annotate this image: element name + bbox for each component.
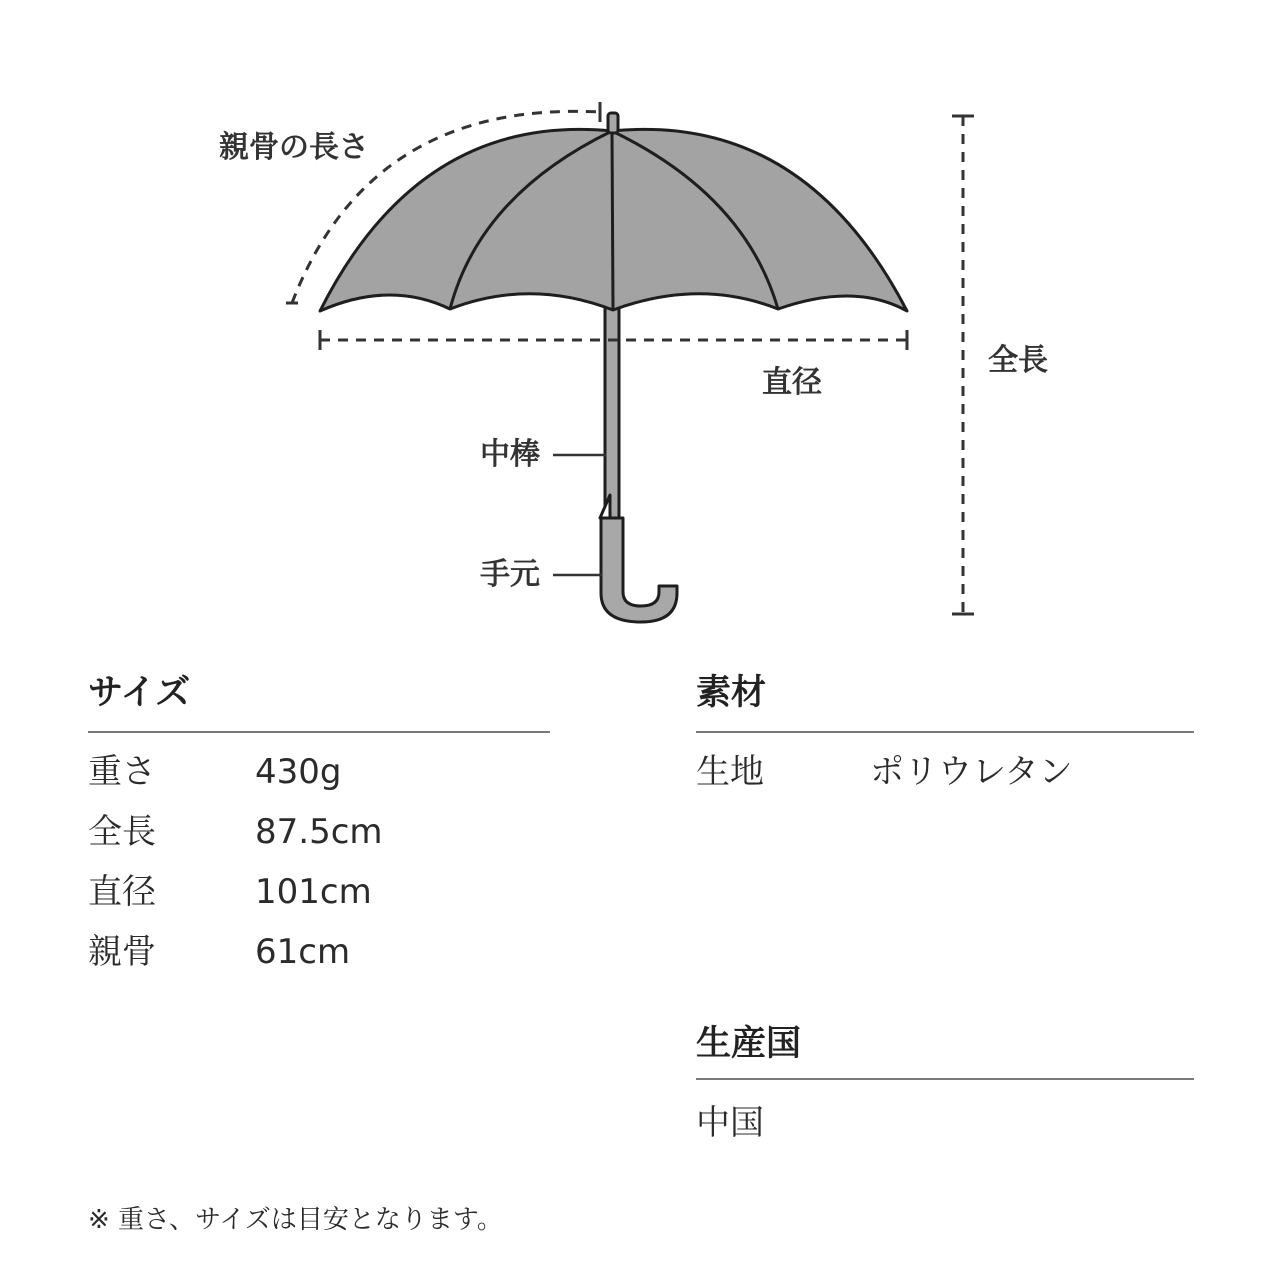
handle-label: 手元	[480, 557, 540, 592]
spec-key: 直径	[88, 872, 156, 912]
spec-key: 重さ	[88, 752, 156, 792]
spec-value: 87.5cm	[255, 812, 383, 852]
umbrella-tip	[608, 113, 618, 133]
shaft-body	[605, 305, 619, 520]
total-length-label: 全長	[988, 343, 1048, 378]
size-section-divider	[88, 731, 550, 733]
spec-key: 親骨	[88, 932, 156, 972]
footnote: ※ 重さ、サイズは目安となります。	[88, 1205, 503, 1235]
origin-value: 中国	[696, 1103, 764, 1143]
spec-key: 全長	[88, 812, 156, 852]
material-section-title: 素材	[696, 673, 767, 713]
origin-section-divider	[696, 1078, 1194, 1080]
shaft-label: 中棒	[480, 437, 540, 472]
origin-section-title: 生産国	[696, 1024, 802, 1064]
spec-value: 430g	[255, 752, 342, 792]
handle-crook	[601, 518, 677, 622]
material-section-divider	[696, 731, 1194, 733]
spec-value: 61cm	[255, 932, 351, 972]
material-section	[696, 673, 1194, 806]
size-section	[88, 673, 550, 976]
origin-section	[696, 1024, 1194, 1157]
spec-value: 101cm	[255, 872, 372, 912]
total-length-marker	[952, 116, 974, 614]
rib-length-label: 親骨の長さ	[219, 130, 369, 165]
spec-value: ポリウレタン	[870, 752, 1073, 792]
size-section-title: サイズ	[88, 673, 191, 713]
spec-key: 生地	[696, 752, 764, 792]
diameter-label: 直径	[762, 365, 822, 400]
